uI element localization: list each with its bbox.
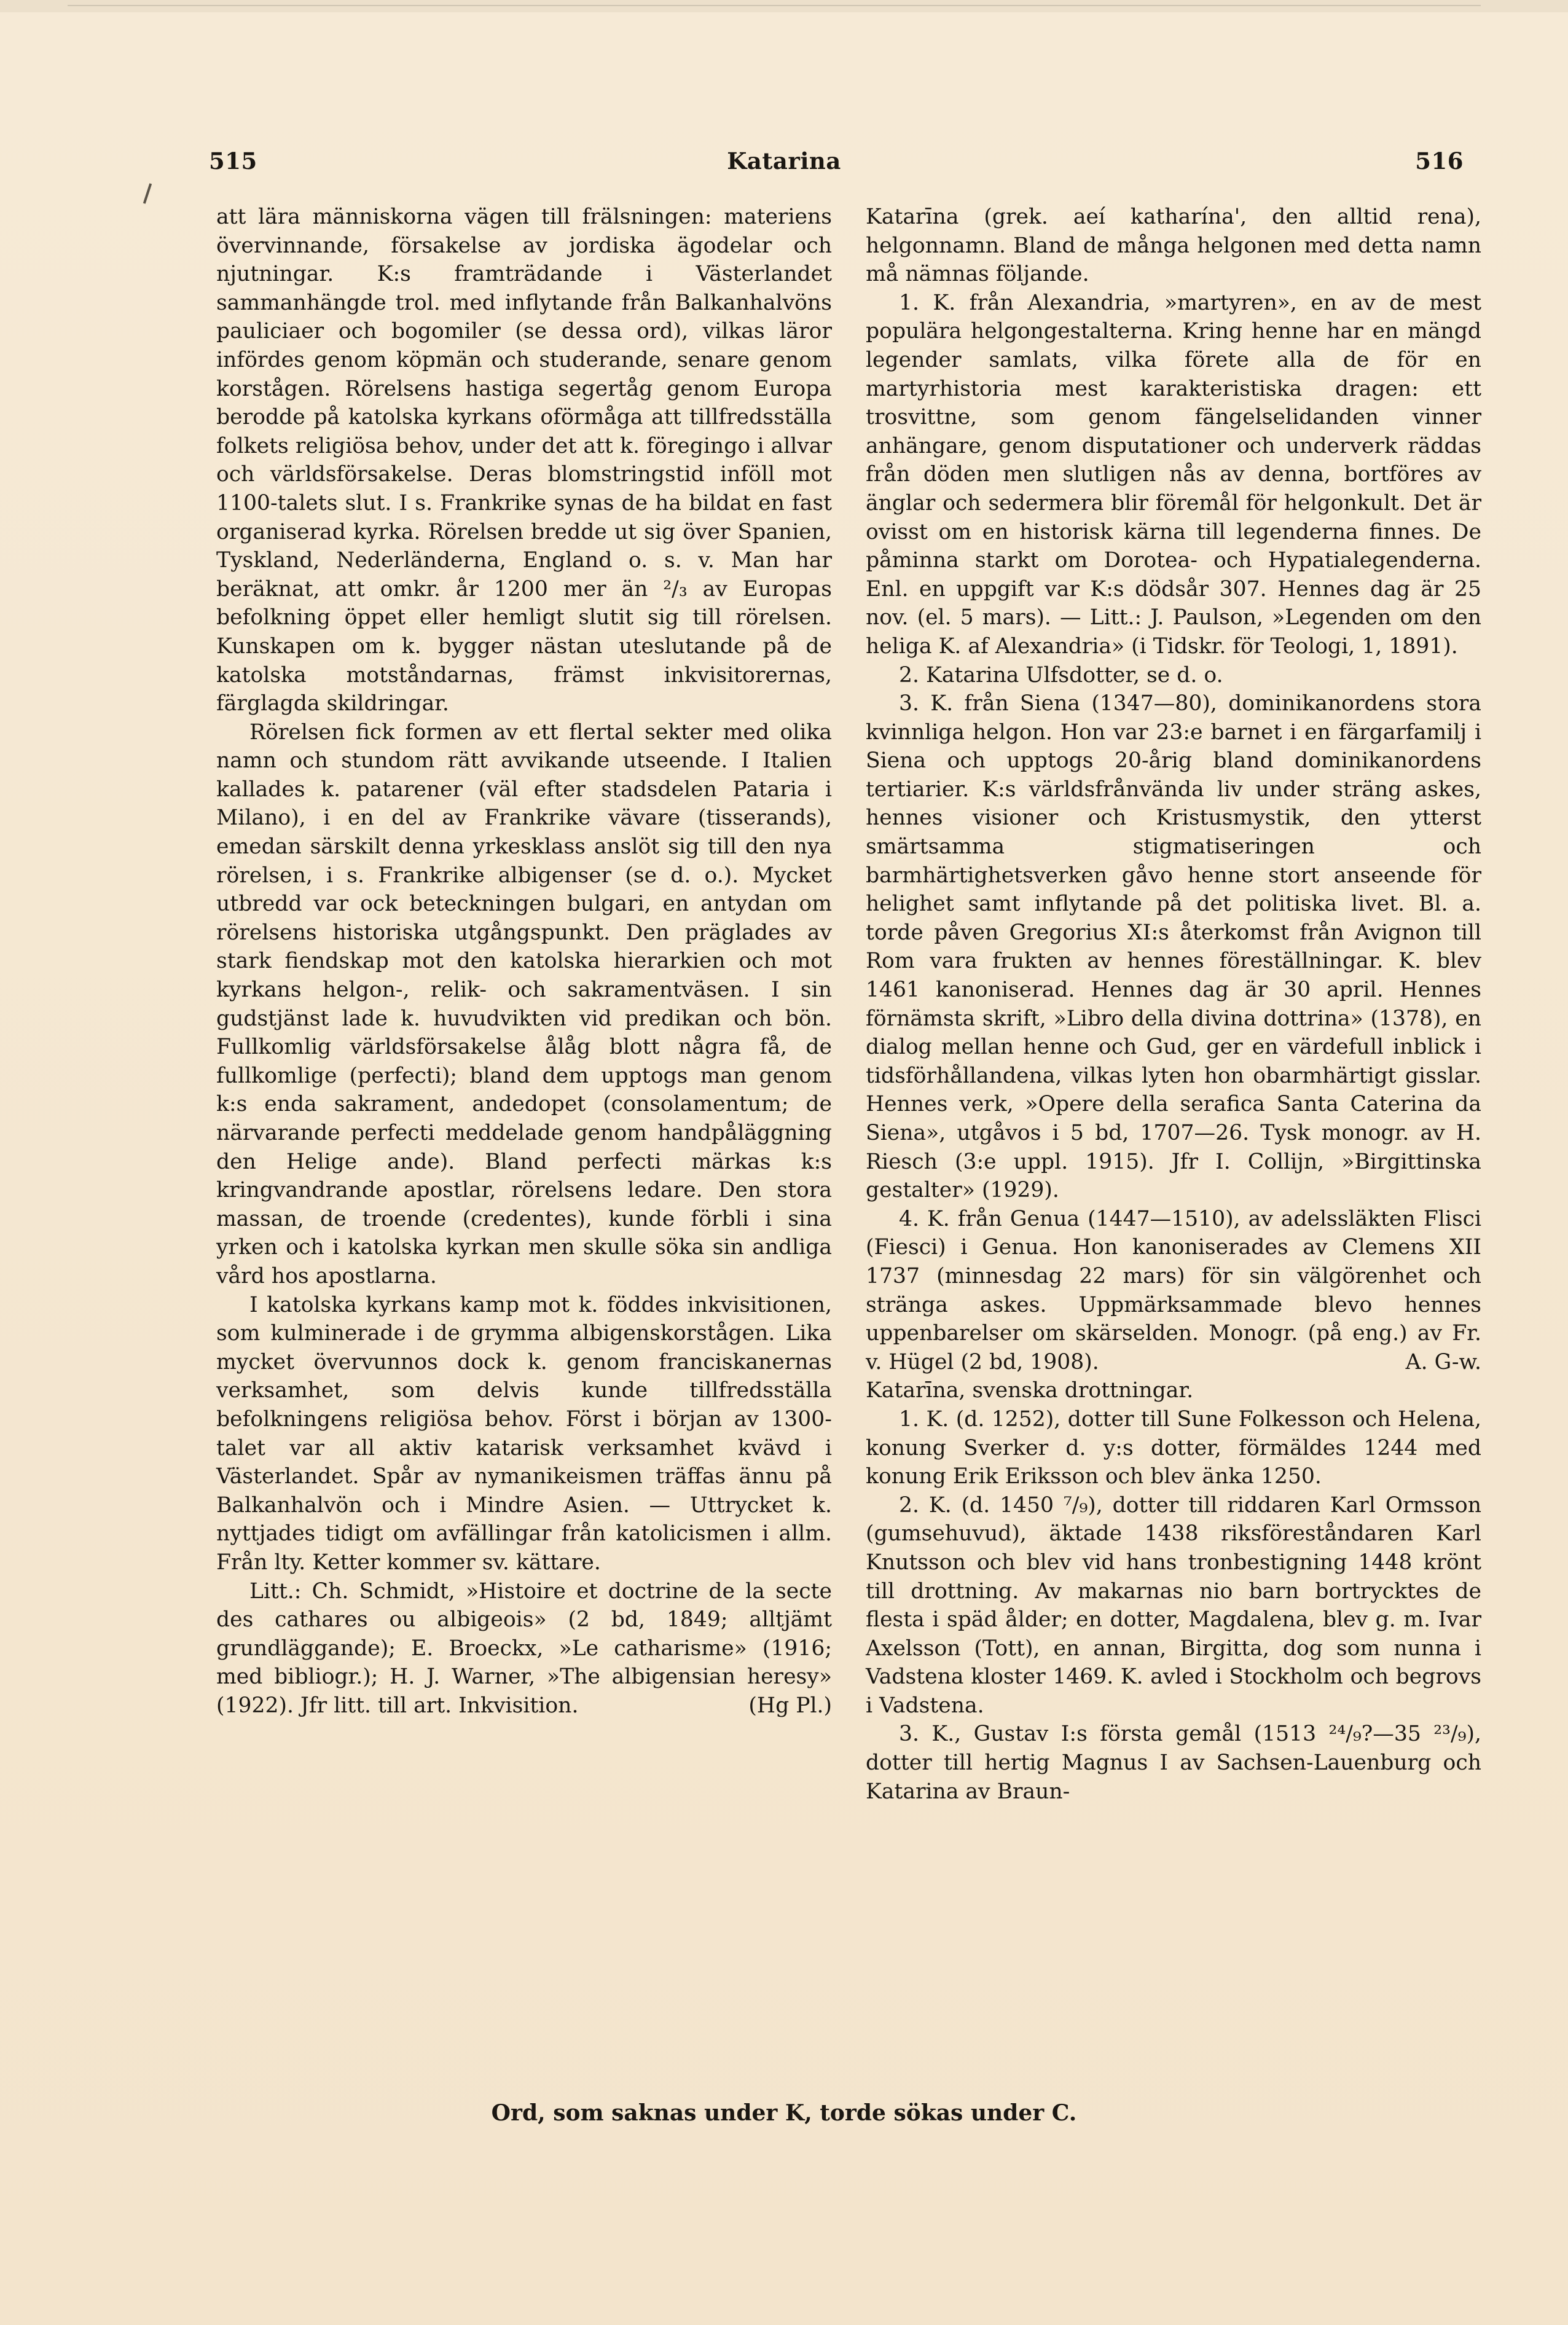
left-column: [216, 203, 832, 1720]
right-column: [866, 203, 1481, 1806]
paragraph: [216, 1577, 832, 1720]
paragraph: 2. Katarina Ulfsdotter, se d. o.: [899, 662, 1223, 688]
page-footer-note: Ord, som saknas under K, torde sökas under C.: [491, 2100, 1077, 2126]
page-number-left: 515: [209, 147, 257, 174]
paragraph: [866, 1205, 1481, 1377]
author-signature: A. G-w.: [1405, 1349, 1481, 1374]
paragraph: 3. K. från Siena (1347—80), dominikanordens stora kvinnliga helgon. Hon var 23:e barnet i en färgarfamilj i Siena och upptogs 20-årig bland dominikanordens tertiarier. K:s världsfrånvända liv under sträng askes, hennes visioner och Kristusmystik, den ytterst smärtsamma stigmatiseringen och barmhärtighetsverken gåvo henne stort anseende för helighet samt inflytande på det politiska livet. Bl. a. torde påven Gregorius XI:s återkomst från Avignon till Rom vara frukten av hennes föreställningar. K. blev 1461 kanoniserad. Hennes dag är 30 april. Hennes förnämsta skrift, »Libro della divina dottrina» (1378), en dialog mellan henne och Gud, ger en värdefull inblick i tidsförhållandena, vilkas lyten hon obarmhärtigt gisslar. Hennes verk, »Opere della serafica Santa Caterina da Siena», utgåvos i 5 bd, 1707—26. Tysk monogr. av H. Riesch (3:e uppl. 1915). Jfr I. Collijn, »Birgittinska gestalter» (1929).: [866, 691, 1481, 1203]
paragraph: I katolska kyrkans kamp mot k. föddes inkvisitionen, som kulminerade i de grymma albigenskorstågen. Lika mycket övervunnos dock k. genom franciskanernas verksamhet, som delvis kunde tillfredsställa befolkningens religiösa behov. Först i början av 1300-talet var all aktiv katarisk verksamhet kvävd i Västerlandet. Spår av nymanikeismen träffas ännu på Balkanhalvön och i Mindre Asien. — Uttrycket k. nyttjades tidigt om avfällingar från katolicismen i allm. Från lty. Ketter kommer sv. kättare.: [216, 1292, 832, 1575]
literature-text: Litt.: Ch. Schmidt, »Histoire et doctrine de la secte des cathares ou albigeois» (2 bd, 1849; alltjämt grundläggande); E. Broeckx, »Le catharisme» (1916; med bibliogr.); H. J. Warner, »The albigensian heresy» (1922). Jfr litt. till art. Inkvisition.: [216, 1578, 832, 1718]
entry-heading-paragraph: Katarīna (grek. aeí katharína', den alltid rena), helgonnamn. Bland de många helgonen med detta namn må nämnas följande.: [866, 205, 1481, 287]
paragraph: 3. K., Gustav I:s första gemål (1513 ²⁴/₉?—35 ²³/₉), dotter till hertig Magnus I av Sachsen-Lauenburg och Katarina av Braun-: [866, 1722, 1481, 1804]
author-signature: (Hg Pl.): [748, 1693, 832, 1718]
scan-edge-mark: [68, 5, 1481, 10]
paragraph: att lära människorna vägen till frälsningen: materiens övervinnande, försakelse av jordiska ägodelar och njutningar. K:s framträdande i Västerlandet sammanhängde trol. med inflytande från Balkanhalvöns pauliciaer och bogomiler (se dessa ord), vilkas läror infördes genom köpmän och studerande, senare genom korstågen. Rörelsens hastiga segertåg genom Europa berodde på katolska kyrkans oförmåga att tillfredsställa folkets religiösa behov, under det att k. föregingo i allvar och världsförsakelse. Deras blomstringstid inföll mot 1100-talets slut. I s. Frankrike synas de ha bildat en fast organiserad kyrka. Rörelsen bredde ut sig över Spanien, Tyskland, Nederländerna, England o. s. v. Man har beräknat, att omkr. år 1200 mer än ²/₃ av Europas befolkning öppet eller hemligt slutit sig till rörelsen. Kunskapen om k. bygger nästan uteslutande på de katolska motståndarnas, främst inkvisitorernas, färglagda skildringar.: [216, 205, 832, 716]
paragraph: 1. K. (d. 1252), dotter till Sune Folkesson och Helena, konung Sverker d. y:s dotter, förmäldes 1244 med konung Erik Eriksson och blev änka 1250.: [866, 1406, 1481, 1489]
page-number-right: 516: [1415, 147, 1464, 174]
paragraph: 2. K. (d. 1450 ⁷/₉), dotter till riddaren Karl Ormsson (gumsehuvud), äktade 1438 riksföreståndaren Karl Knutsson och blev vid hans tronbestigning 1448 krönt till drottning. Av makarnas nio barn bortrycktes de flesta i späd ålder; en dotter, Magdalena, blev g. m. Ivar Axelsson (Tott), en annan, Birgitta, dog som nunna i Vadstena kloster 1469. K. avled i Stockholm och begrovs i Vadstena.: [866, 1492, 1481, 1718]
running-head: Katarina: [727, 147, 841, 174]
paragraph: 1. K. från Alexandria, »martyren», en av de mest populära helgongestalterna. Kring henne har en mängd legender samlats, vilka förete alla de för en martyrhistoria mest karakteristiska dragen: ett trosvittne, som genom fängelselidanden vinner anhängare, genom disputationer och underverk räddas från döden men slutligen nås av denna, bortföres av änglar och sedermera blir föremål för helgonkult. Det är ovisst om en historisk kärna till legenderna finnes. De påminna starkt om Dorotea- och Hypatialegenderna. Enl. en uppgift var K:s dödsår 307. Hennes dag är 25 nov. (el. 5 mars). — Litt.: J. Paulson, »Legenden om den heliga K. af Alexandria» (i Tidskr. för Teologi, 1, 1891).: [866, 290, 1481, 659]
entry-text: 4. K. från Genua (1447—1510), av adelssläkten Flisci (Fiesci) i Genua. Hon kanoniserades av Clemens XII 1737 (minnesdag 22 mars) för sin välgörenhet och stränga askes. Uppmärksammade blevo hennes uppenbarelser om skärselden. Monogr. (på eng.) av Fr. v. Hügel (2 bd, 1908).: [866, 1206, 1481, 1374]
entry-heading-paragraph: Katarīna, svenska drottningar.: [866, 1378, 1194, 1403]
paragraph: Rörelsen fick formen av ett flertal sekter med olika namn och stundom rätt avvikande utseende. I Italien kallades k. patarener (väl efter stadsdelen Pataria i Milano), i en del av Frankrike vävare (tisserands), emedan särskilt denna yrkesklass anslöt sig till den nya rörelsen, i s. Frankrike albigenser (se d. o.). Mycket utbredd var ock beteckningen bulgari, en antydan om rörelsens historiska utgångspunkt. Den präglades av stark fiendskap mot den katolska hierarkien och mot kyrkans helgon-, relik- och sakramentväsen. I sin gudstjänst lade k. huvudvikten vid predikan och bön. Fullkomlig världsförsakelse ålåg blott några få, de fullkomlige (perfecti); bland dem upptogs man genom k:s enda sakrament, andedopet (consolamentum; de närvarande perfecti meddelade genom handpåläggning den Helige ande). Bland perfecti märkas k:s kringvandrande apostlar, rörelsens ledare. Den stora massan, de troende (credentes), kunde förbli i sina yrken och i katolska kyrkan men skulle söka sin andliga vård hos apostlarna.: [216, 719, 832, 1288]
